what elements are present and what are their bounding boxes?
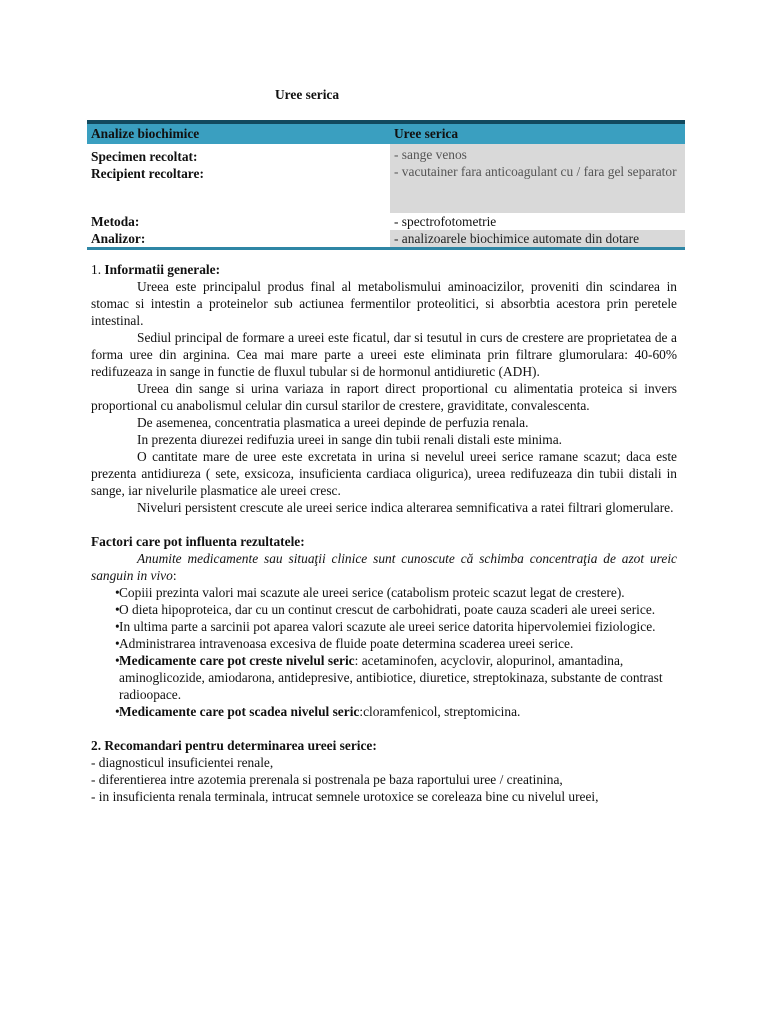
paragraph: O cantitate mare de uree este excretata in urina si nevelul ureei serice ramane scazut; daca este prezenta antidiureza ( sete, exsicoza, insuficienta cardiaca oligurica), ureea redifuzeaza din tubii distali in sange, iar nivelurile plasmatice ale ureei cresc. xyxy=(91,449,677,498)
table-row xyxy=(87,230,685,249)
list-item xyxy=(91,703,677,720)
specimen-table xyxy=(87,120,685,250)
table-header-left: Analize biochimice xyxy=(87,122,390,144)
section1-heading: 1. Informatii generale: xyxy=(91,262,221,277)
list-item: • O dieta hipoproteica, dar cu un continut crescut de carbohidrati, poate cauza scaderi ale ureei serice. xyxy=(91,601,677,618)
paragraph: Niveluri persistent crescute ale ureei serice indica alterarea semnificativa a ratei filtrari glomerulare. xyxy=(137,500,674,515)
recommendation-line: - in insuficienta renala terminala, intrucat semnele urotoxice se coreleaza bine cu nivelul ureei, xyxy=(91,789,599,804)
factors-list xyxy=(91,584,677,720)
paragraph: In prezenta diurezei redifuzia ureei in sange din tubii renali distali este minima. xyxy=(137,432,562,447)
analizor-label: Analizor: xyxy=(87,230,390,249)
recommendation-line: - diferentierea intre azotemia prerenala si postrenala pe baza raportului uree / creatinina, xyxy=(91,772,563,787)
section2-heading: 2. Recomandari pentru determinarea ureei serice: xyxy=(91,738,377,753)
paragraph: Ureea este principalul produs final al metabolismului aminoacizilor, proveniti din scindarea in stomac si intestin a proteinelor sub actiunea fermentilor proteolitici, si absorbtia acestora prin peretele intestinal. xyxy=(91,279,677,328)
increase-text: : acetaminofen, acyclovir, alopurinol, amantadina, aminoglicozide, amiodarona, antidepresive, antibiotice, diuretice, streptokinaza, substante de contrast radioopace. xyxy=(119,653,663,702)
recipient-value: - vacutainer fara anticoagulant cu / fara gel separator xyxy=(394,164,677,179)
section1-number: 1 xyxy=(91,262,98,277)
factors-heading: Factori care pot influenta rezultatele: xyxy=(91,534,305,549)
paragraph: Sediul principal de formare a ureei este ficatul, dar si tesutul in curs de crestere are proprietatea de a forma uree din arginina. Cea mai mare parte a ureei este eliminata prin filtrare glumorulara: 40-60% redifuzeaza in sange in functie de fluxul tubular si de hormonul antidiuretic (ADH). xyxy=(91,330,677,379)
list-item: • Copiii prezinta valori mai scazute ale ureei serice (catabolism proteic scazut legat de crestere). xyxy=(91,584,677,601)
table-row xyxy=(87,144,685,213)
analizor-value: - analizoarele biochimice automate din dotare xyxy=(390,230,685,249)
list-item: • In ultima parte a sarcinii pot aparea valori scazute ale ureei serice datorita hipervolemiei fiziologice. xyxy=(91,618,677,635)
increase-label: Medicamente care pot creste nivelul seric xyxy=(119,653,355,668)
specimen-value: - sange venos xyxy=(394,147,467,162)
table-header-right: Uree serica xyxy=(390,122,685,144)
metoda-label: Metoda: xyxy=(91,214,140,229)
recommendation-line: - diagnosticul insuficientei renale, xyxy=(91,755,274,770)
table-row xyxy=(87,213,685,230)
factors-intro: Anumite medicamente sau situaţii clinice sunt cunoscute că schimba concentraţia de azot ureic sanguin in vivo: xyxy=(91,551,677,583)
paragraph: Ureea din sange si urina variaza in raport direct proportional cu alimentatia proteica si invers proportional cu anabolismul celular din cursul starilor de crestere, graviditate, convalescenta. xyxy=(91,381,677,413)
section1-title: Informatii generale: xyxy=(104,262,221,277)
specimen-label: Specimen recoltat: xyxy=(91,149,198,164)
recipient-label: Recipient recoltare: xyxy=(91,166,204,181)
decrease-text: :cloramfenicol, streptomicina. xyxy=(359,704,521,719)
metoda-value: - spectrofotometrie xyxy=(394,214,497,229)
decrease-label: Medicamente care pot scadea nivelul seric xyxy=(119,704,360,719)
page-title: Uree serica xyxy=(275,87,340,102)
list-item: • Administrarea intravenoasa excesiva de fluide poate determina scaderea ureei serice. xyxy=(91,635,677,652)
list-item xyxy=(91,652,677,703)
document-body xyxy=(91,261,677,805)
table-header-row xyxy=(87,122,685,144)
paragraph: De asemenea, concentratia plasmatica a ureei depinde de perfuzia renala. xyxy=(137,415,529,430)
